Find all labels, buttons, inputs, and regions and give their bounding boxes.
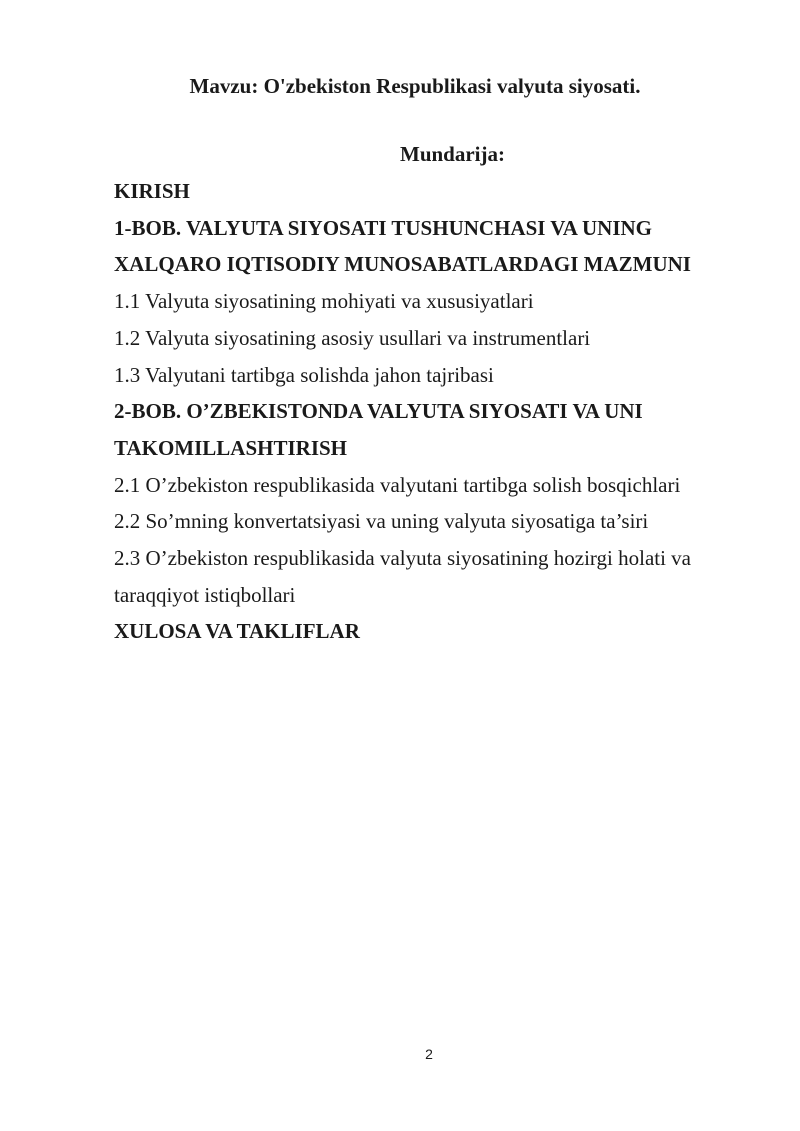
toc-entry-section-1-2: 1.2 Valyuta siyosatining asosiy usullari va instrumentlari	[114, 325, 591, 350]
toc-entry-section-2-3-line-1: 2.3 O’zbekiston respublikasida valyuta siyosatining hozirgi holati va	[114, 546, 692, 571]
toc-entry-chapter-1-line-1: 1-BOB. VALYUTA SIYOSATI TUSHUNCHASI VA UNING	[114, 215, 653, 240]
toc-entry-chapter-2-line-2: TAKOMILLASHTIRISH	[114, 435, 347, 460]
toc-entry-kirish: KIRISH	[114, 179, 190, 203]
page-number: 2	[425, 1046, 433, 1062]
toc-entry-section-2-3-line-2: taraqqiyot istiqbollari	[114, 582, 296, 607]
toc-entry-section-1-1: 1.1 Valyuta siyosatining mohiyati va xususiyatlari	[114, 289, 534, 314]
toc-entry-chapter-2-line-1: 2-BOB. O’ZBEKISTONDA VALYUTA SIYOSATI VA UNI	[114, 399, 643, 424]
toc-entry-section-2-1: 2.1 O’zbekiston respublikasida valyutani tartibga solish bosqichlari	[114, 472, 681, 497]
table-of-contents	[114, 173, 754, 650]
toc-heading: Mundarija:	[400, 142, 505, 166]
toc-entry-section-1-3: 1.3 Valyutani tartibga solishda jahon tajribasi	[114, 362, 494, 387]
toc-entry-xulosa: XULOSA VA TAKLIFLAR	[114, 619, 360, 644]
toc-entry-section-2-2: 2.2 So’mning konvertatsiyasi va uning valyuta siyosatiga ta’siri	[114, 509, 649, 534]
toc-entry-chapter-1-line-2: XALQARO IQTISODIY MUNOSABATLARDAGI MAZMUNI	[114, 252, 691, 277]
document-title: Mavzu: O'zbekiston Respublikasi valyuta siyosati.	[189, 74, 641, 98]
